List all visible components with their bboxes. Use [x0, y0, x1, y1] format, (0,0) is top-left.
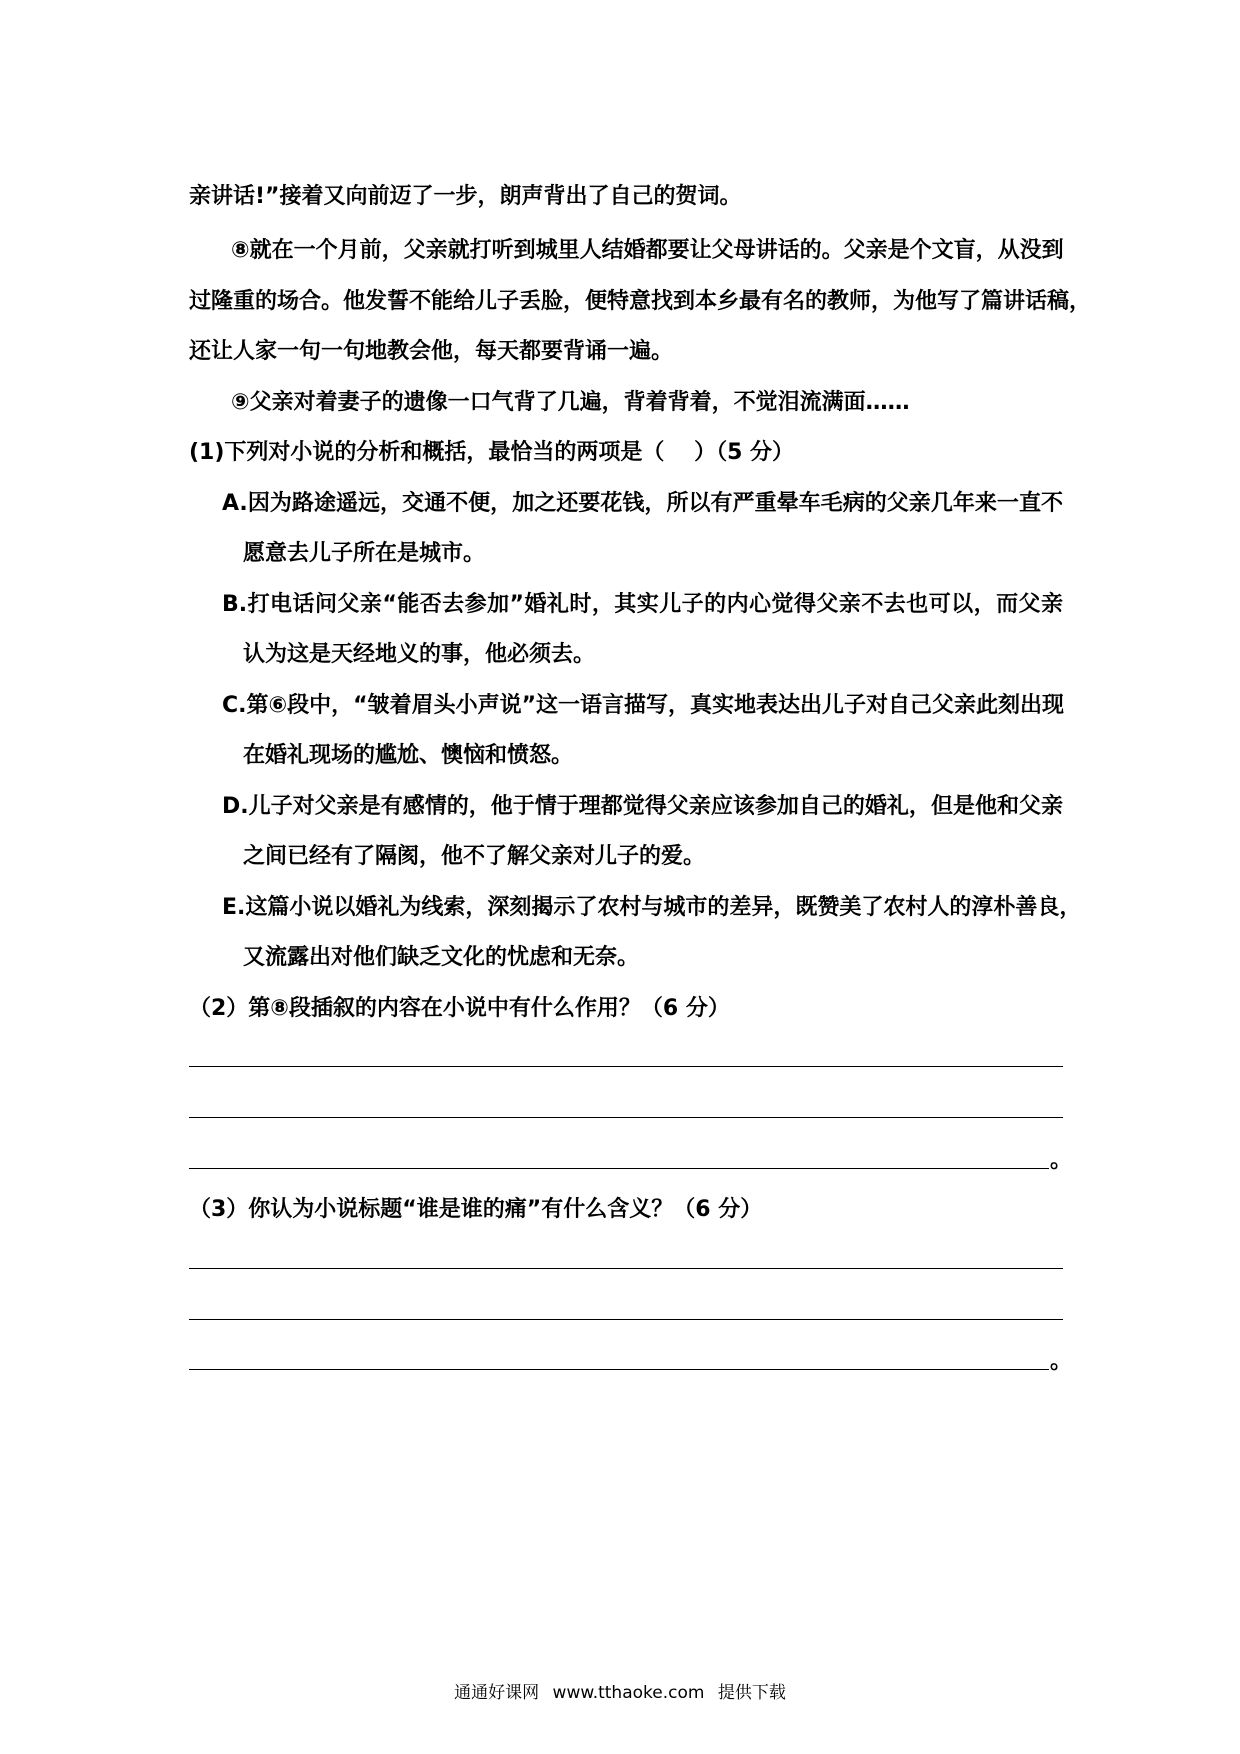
footer-url[interactable]: www.tthaoke.com [552, 1683, 705, 1703]
answer-line[interactable] [189, 1268, 1063, 1269]
answer-end-period: 。 [1050, 1148, 1073, 1173]
option-a-line: 愿意去儿子所在是城市。 [243, 541, 486, 566]
question-2-stem: （2）第⑧段插叙的内容在小说中有什么作用？（6 分） [189, 996, 730, 1021]
paragraph-9-line: ⑨父亲对着妻子的遗像一口气背了几遍，背着背着，不觉泪流满面…… [231, 390, 910, 415]
option-b-line: 认为这是天经地义的事，他必须去。 [243, 642, 596, 667]
answer-line[interactable] [189, 1117, 1063, 1118]
answer-line[interactable] [189, 1369, 1049, 1370]
paragraph-8-line: ⑧就在一个月前，父亲就打听到城里人结婚都要让父母讲话的。父亲是个文盲，从没到 [231, 238, 1064, 263]
answer-line[interactable] [189, 1319, 1063, 1320]
option-d-line: 之间已经有了隔阂，他不了解父亲对儿子的爱。 [243, 844, 706, 869]
paragraph-8-line: 过隆重的场合。他发誓不能给儿子丢脸，便特意找到本乡最有名的教师，为他写了篇讲话稿， [189, 289, 1092, 314]
question-3-stem: （3）你认为小说标题“谁是谁的痛”有什么含义？（6 分） [189, 1197, 763, 1222]
option-c-line: 在婚礼现场的尴尬、懊恼和愤怒。 [243, 743, 574, 768]
option-d-line: D.儿子对父亲是有感情的，他于情于理都觉得父亲应该参加自己的婚礼，但是他和父亲 [222, 794, 1063, 819]
passage-line: 亲讲话!”接着又向前迈了一步，朗声背出了自己的贺词。 [189, 184, 742, 209]
answer-line[interactable] [189, 1066, 1063, 1067]
paragraph-8-line: 还让人家一句一句地教会他，每天都要背诵一遍。 [189, 339, 674, 364]
option-e-line: 又流露出对他们缺乏文化的忧虑和无奈。 [243, 945, 640, 970]
option-c-line: C.第⑥段中，“皱着眉头小声说”这一语言描写，真实地表达出儿子对自己父亲此刻出现 [222, 693, 1065, 718]
option-a-line: A.因为路途遥远，交通不便，加之还要花钱，所以有严重晕车毛病的父亲几年来一直不 [222, 491, 1063, 516]
question-1-stem: (1)下列对小说的分析和概括，最恰当的两项是（ ）（5 分） [189, 440, 795, 465]
option-e-line: E.这篇小说以婚礼为线索，深刻揭示了农村与城市的差异，既赞美了农村人的淳朴善良， [222, 895, 1082, 920]
option-b-line: B.打电话问父亲“能否去参加”婚礼时，其实儿子的内心觉得父亲不去也可以，而父亲 [222, 592, 1063, 617]
footer-site-name: 通通好课网 [454, 1683, 540, 1703]
answer-end-period: 。 [1050, 1349, 1073, 1374]
answer-line[interactable] [189, 1168, 1049, 1169]
page-footer [0, 1682, 1240, 1704]
footer-suffix: 提供下载 [717, 1683, 786, 1703]
